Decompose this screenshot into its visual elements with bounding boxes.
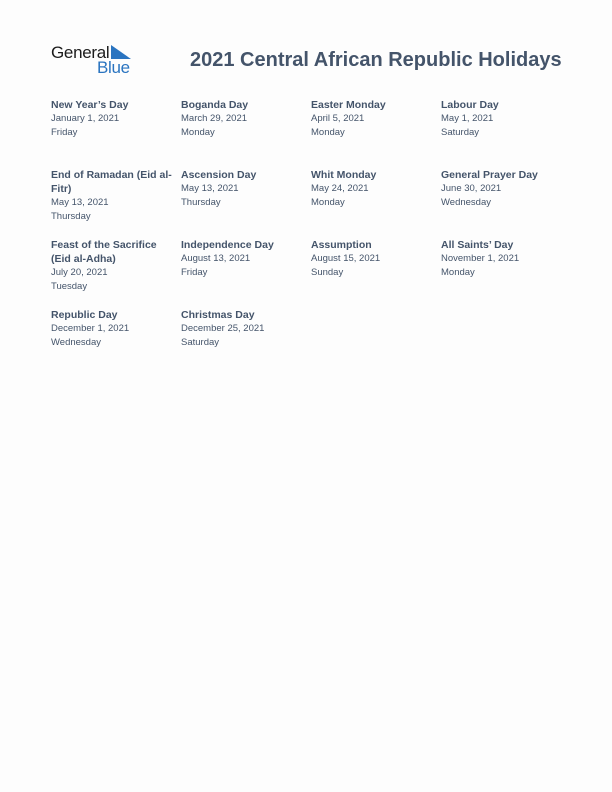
- holiday-entry: [311, 168, 441, 238]
- holiday-weekday: Tuesday: [51, 281, 88, 292]
- holiday-name: Independence Day: [181, 239, 274, 251]
- holiday-weekday: Sunday: [311, 267, 344, 278]
- holiday-date: May 13, 2021: [181, 183, 239, 194]
- holiday-entry: [441, 98, 571, 168]
- holiday-name: General Prayer Day: [441, 169, 538, 181]
- holiday-date: July 20, 2021: [51, 267, 108, 278]
- holiday-name: End of Ramadan (Eid al-Fitr): [51, 169, 172, 195]
- holiday-weekday: Monday: [181, 127, 215, 138]
- holiday-name: Boganda Day: [181, 99, 249, 111]
- generalblue-logo: [51, 43, 133, 77]
- holiday-name: Christmas Day: [181, 309, 255, 321]
- holiday-entry: [441, 168, 571, 238]
- holiday-date: March 29, 2021: [181, 113, 248, 124]
- holiday-date: June 30, 2021: [441, 183, 502, 194]
- holiday-date: April 5, 2021: [311, 113, 365, 124]
- holiday-date: May 13, 2021: [51, 197, 109, 208]
- holiday-entry: [51, 308, 181, 378]
- holiday-name: Assumption: [311, 239, 372, 251]
- holiday-name: Republic Day: [51, 309, 118, 321]
- holiday-weekday: Monday: [311, 197, 345, 208]
- holiday-entry: [51, 168, 181, 238]
- holiday-name: Labour Day: [441, 99, 499, 111]
- holiday-entry: [441, 238, 571, 308]
- holiday-entry: [181, 238, 311, 308]
- holiday-weekday: Thursday: [51, 211, 91, 222]
- holiday-entry: [51, 238, 181, 308]
- holiday-name: New Year’s Day: [51, 99, 129, 111]
- logo-word-blue: Blue: [97, 58, 130, 77]
- holiday-weekday: Monday: [311, 127, 345, 138]
- holiday-date: May 1, 2021: [441, 113, 494, 124]
- holiday-entry: [51, 98, 181, 168]
- holiday-date: August 13, 2021: [181, 253, 251, 264]
- holiday-entry: [311, 98, 441, 168]
- holiday-date: November 1, 2021: [441, 253, 520, 264]
- holiday-weekday: Friday: [51, 127, 78, 138]
- holiday-weekday: Saturday: [441, 127, 480, 138]
- holiday-name: Ascension Day: [181, 169, 257, 181]
- holiday-name: Easter Monday: [311, 99, 386, 111]
- logo-triangle-icon: [111, 45, 131, 59]
- holiday-date: December 25, 2021: [181, 323, 265, 334]
- holiday-entry: [181, 168, 311, 238]
- holiday-weekday: Monday: [441, 267, 475, 278]
- holiday-date: May 24, 2021: [311, 183, 369, 194]
- holiday-date: January 1, 2021: [51, 113, 120, 124]
- holiday-weekday: Wednesday: [441, 197, 491, 208]
- holiday-name: Feast of the Sacrifice (Eid al-Adha): [51, 239, 157, 265]
- holiday-date: August 15, 2021: [311, 253, 381, 264]
- holiday-weekday: Wednesday: [51, 337, 101, 348]
- holiday-date: December 1, 2021: [51, 323, 130, 334]
- holiday-weekday: Thursday: [181, 197, 221, 208]
- holiday-entry: [181, 98, 311, 168]
- holiday-entry: [181, 308, 311, 378]
- holiday-entry: [311, 238, 441, 308]
- logo-word-general: General: [51, 43, 110, 62]
- holiday-weekday: Saturday: [181, 337, 220, 348]
- page-title: 2021 Central African Republic Holidays: [190, 49, 562, 71]
- holiday-name: Whit Monday: [311, 169, 377, 181]
- holiday-grid: [51, 98, 581, 378]
- holiday-weekday: Friday: [181, 267, 208, 278]
- holiday-name: All Saints’ Day: [441, 239, 514, 251]
